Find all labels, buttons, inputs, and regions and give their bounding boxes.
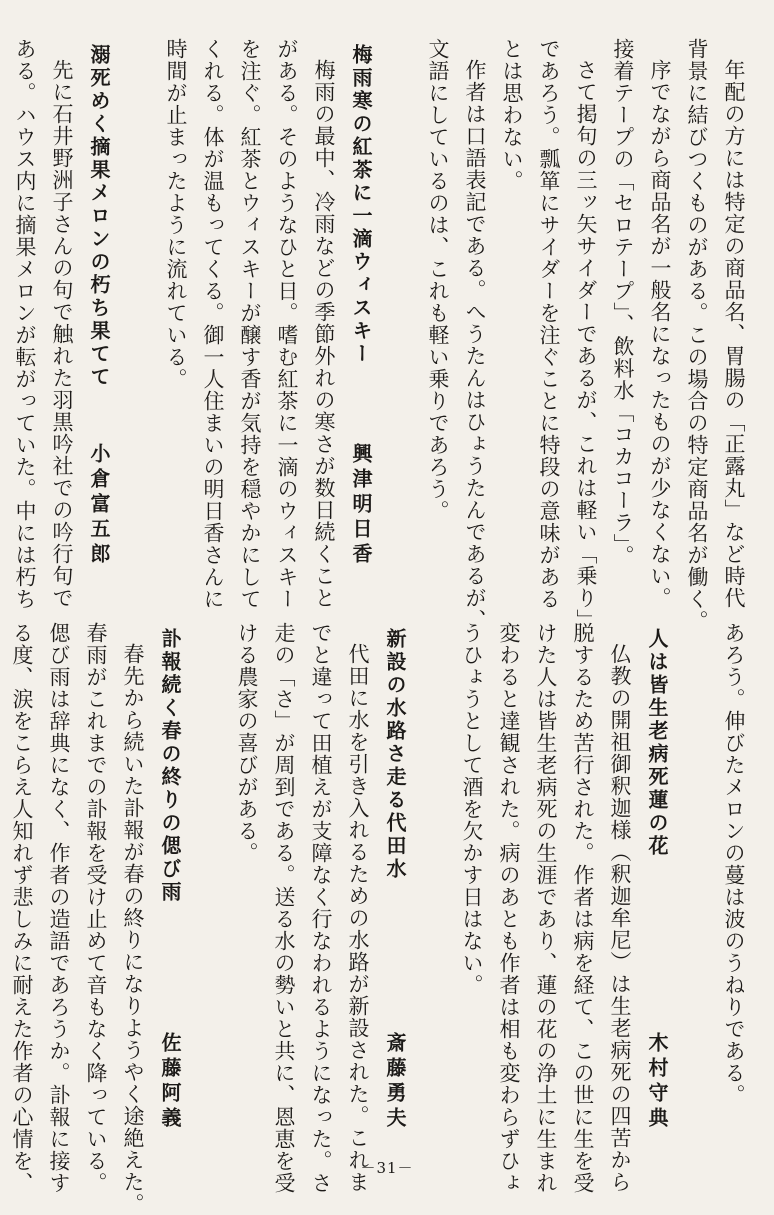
text-line: 先に石井野洲子さんの句で触れた羽黒吟社での吟行句で bbox=[50, 59, 74, 609]
haiku-heading bbox=[342, 38, 379, 578]
spacer bbox=[117, 38, 157, 578]
haiku-title: 溺死めく摘果メロンの朽ち果てて bbox=[87, 44, 111, 389]
text-line: 梅雨の最中、冷雨などの季節外れの寒さが数日続くこと bbox=[312, 59, 336, 609]
spacer bbox=[379, 38, 419, 578]
text-line: 背景に結びつくものがある。この場合の特定商品名が働く。 bbox=[685, 38, 709, 632]
haiku-title: 梅雨寒の紅茶に一滴ウィスキー bbox=[349, 44, 373, 366]
haiku-author: 小倉富五郎 bbox=[87, 443, 111, 568]
text-line: 作者は口語表記である。へうたんはひょうたんであるが、 bbox=[463, 59, 487, 631]
text-line: 脱するため苦行された。作者は病を経て、この世に生を受 bbox=[571, 622, 595, 1194]
haiku-author: 興津明日香 bbox=[349, 443, 373, 568]
haiku-heading bbox=[376, 622, 413, 1142]
text-line: 偲び雨は辞典になく、作者の造語であろうか。訃報に接す bbox=[47, 622, 71, 1194]
text-line: 年配の方には特定の商品名、胃腸の「正露丸」など時代 bbox=[722, 59, 746, 609]
text-line: ある。ハウス内に摘果メロンが転がっていた。中には朽ち bbox=[13, 38, 37, 610]
haiku-author: 佐藤阿義 bbox=[158, 1032, 182, 1132]
text-line bbox=[0, 38, 6, 578]
haiku-title: 人は皆生老病死蓮の花 bbox=[645, 628, 669, 858]
text-line bbox=[0, 622, 3, 1142]
spacer bbox=[675, 622, 715, 1142]
text-line: 春先から続いた訃報が春の終りになりようやく途絶えた。 bbox=[121, 643, 145, 1215]
haiku-title: 新設の水路さ走る代田水 bbox=[383, 628, 407, 881]
text-line: さて掲句の三ッ矢サイダーであるが、これは軽い「乗り」 bbox=[574, 59, 598, 631]
text-line: 春雨がこれまでの訃報を受け止めて音もなく降っている。 bbox=[84, 622, 108, 1194]
text-line: がある。そのようなひと日。嗜む紅茶に一滴のウィスキー bbox=[275, 38, 299, 610]
haiku-heading bbox=[151, 622, 188, 1142]
text-line: であろう。瓢箪にサイダーを注ぐことに特段の意味がある bbox=[537, 38, 561, 610]
text-line: を注ぐ。紅茶とウィスキーが醸す香が気持を穏やかにして bbox=[238, 38, 262, 610]
spacer bbox=[413, 622, 453, 1142]
text-line: 代田に水を引き入れるための水路が新設された。これま bbox=[346, 643, 370, 1193]
text-line: る度、涙をこらえ人知れず悲しみに耐えた作者の心情を、 bbox=[10, 622, 34, 1194]
text-line: 走の「さ」が周到である。送る水の勢いと共に、恩恵を受 bbox=[272, 622, 296, 1194]
upper-section bbox=[13, 38, 752, 632]
haiku-title: 訃報続く春の終りの偲び雨 bbox=[158, 628, 182, 904]
haiku-heading bbox=[80, 38, 117, 578]
text-line: 仏教の開祖御釈迦様（釈迦牟尼）は生老病死の四苦から bbox=[608, 643, 632, 1193]
haiku-author: 斎藤勇夫 bbox=[383, 1032, 407, 1132]
page-number: －31－ bbox=[360, 1159, 414, 1177]
text-line: 接着テープの「セロテープ」、飲料水「コカコーラ」。 bbox=[611, 38, 635, 567]
haiku-author: 木村守典 bbox=[645, 1032, 669, 1132]
text-line: けた人は皆生老病死の生涯であり、蓮の花の浄土に生まれ bbox=[534, 622, 558, 1194]
text-line: うひょうとして酒を欠かす日はない。 bbox=[460, 622, 484, 996]
spacer bbox=[188, 622, 228, 1142]
haiku-heading bbox=[638, 622, 675, 1142]
text-line: ける農家の喜びがある。 bbox=[235, 622, 259, 864]
text-line: でと違って田植えが支障なく行なわれるようになった。さ bbox=[309, 622, 333, 1194]
text-line: 序でながら商品名が一般名になったものが少なくない。 bbox=[648, 59, 672, 609]
text-line: とは思わない。 bbox=[500, 38, 524, 192]
text-line: くれる。体が温もってくる。御一人住まいの明日香さんに bbox=[201, 38, 225, 610]
text-line: あろう。伸びたメロンの蔓は波のうねりである。 bbox=[722, 622, 746, 1106]
text-line: 変わると達観された。病のあとも作者は相も変わらずひょ bbox=[497, 622, 521, 1194]
text-line: 文語にしているのは、これも軽い乗りであろう。 bbox=[426, 38, 450, 522]
text-line: 時間が止まったように流れている。 bbox=[164, 38, 188, 390]
